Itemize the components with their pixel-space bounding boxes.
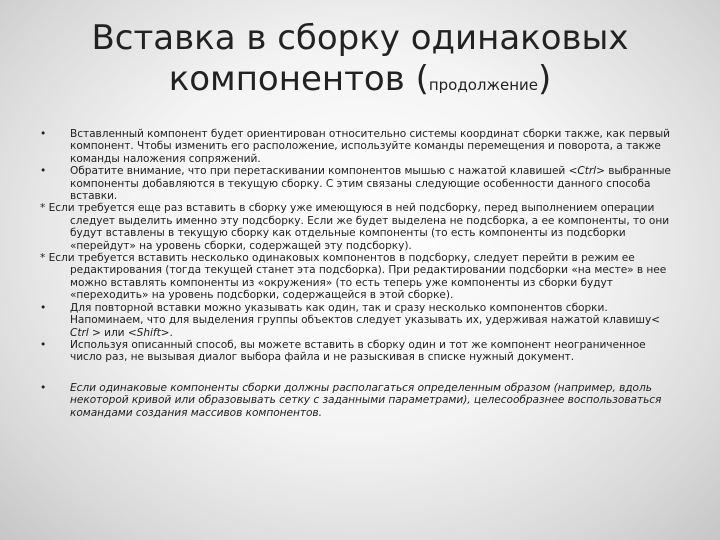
key-ctrl: Ctrl: [70, 326, 89, 339]
list-item: [40, 252, 676, 302]
item-text: Если требуется еще раз вставить в сборку уже имеющуюся в ней подсборку, перед выполнением операции следует выделить именно эту подсборку. Если же будет выделена не подсборка, а ее компоненты, то они будут вставлены в текущую сборку как отдельные компоненты (то есть компоненты из подсборки «перейдут» на уровень сборки, содержащей эту подсборку).: [48, 202, 670, 252]
bullet: •: [40, 128, 47, 140]
spacer: [40, 364, 676, 382]
list-item: [40, 302, 676, 339]
bullet: •: [40, 165, 47, 178]
slide-title: [0, 18, 720, 101]
list-item: [40, 339, 676, 364]
item-text: >.: [160, 326, 173, 339]
slide-body: [40, 128, 676, 419]
bullet: •: [40, 381, 47, 394]
title-close-paren: ): [538, 59, 552, 100]
list-item: [40, 128, 676, 165]
item-text: Если требуется вставить несколько одинаковых компонентов в подсборку, следует перейти в режим ее редактирования (тогда текущей станет эта подсборка). При редактировании подсборки «на месте» в нее можно вставлять компоненты из «окружения» (то есть теперь уже компоненты из сборки будут «переходить» на уровень подсборки, содержащейся в этой сборке).: [48, 252, 667, 302]
title-main: компонентов (: [168, 59, 429, 100]
list-item: [40, 382, 676, 419]
list-item: [40, 165, 676, 202]
bullet: *: [40, 252, 46, 265]
item-text: Обратите внимание, что при перетаскивании компонентов мышью с нажатой клавишей: [70, 165, 569, 178]
item-text: Используя описанный способ, вы можете вставить в сборку один и тот же компонент неограниченное число раз, не вызывая диалог выбора файла и не разыскивая в списке нужный документ.: [70, 338, 646, 364]
item-text: > или <: [88, 326, 137, 339]
item-text: Вставленный компонент будет ориентирован относительно системы координат сборки также, как первый компонент. Чтобы изменить его расположение, используйте команды перемещения и поворота, а также команды наложения сопряжений.: [70, 128, 670, 165]
key-shift: Shift: [136, 326, 161, 339]
list-item: [40, 202, 676, 252]
title-subtitle: продолжение: [428, 76, 539, 95]
item-text: выбранные компоненты добавляются в текущую сборку. С этим связаны следующие особенности данного способа вставки.: [70, 165, 671, 203]
key-ctrl: <Ctrl>: [568, 165, 605, 178]
bullet: •: [40, 301, 47, 314]
item-text: Если одинаковые компоненты сборки должны располагаться определенным образом (например, вдоль некоторой кривой или образовывать сетку с заданными параметрами), целесообразнее воспользоваться командами создания массивов компонентов.: [70, 381, 662, 419]
bullet: •: [40, 338, 47, 351]
title-line-2: [0, 59, 720, 100]
title-line-1: Вставка в сборку одинаковых: [91, 18, 629, 58]
item-text: Для повторной вставки можно указывать как один, так и сразу несколько компонентов сборки. Напоминаем, что для выделения группы объектов следует указывать их, удерживая нажатой клавишу<: [70, 301, 660, 327]
bullet: *: [40, 202, 46, 215]
